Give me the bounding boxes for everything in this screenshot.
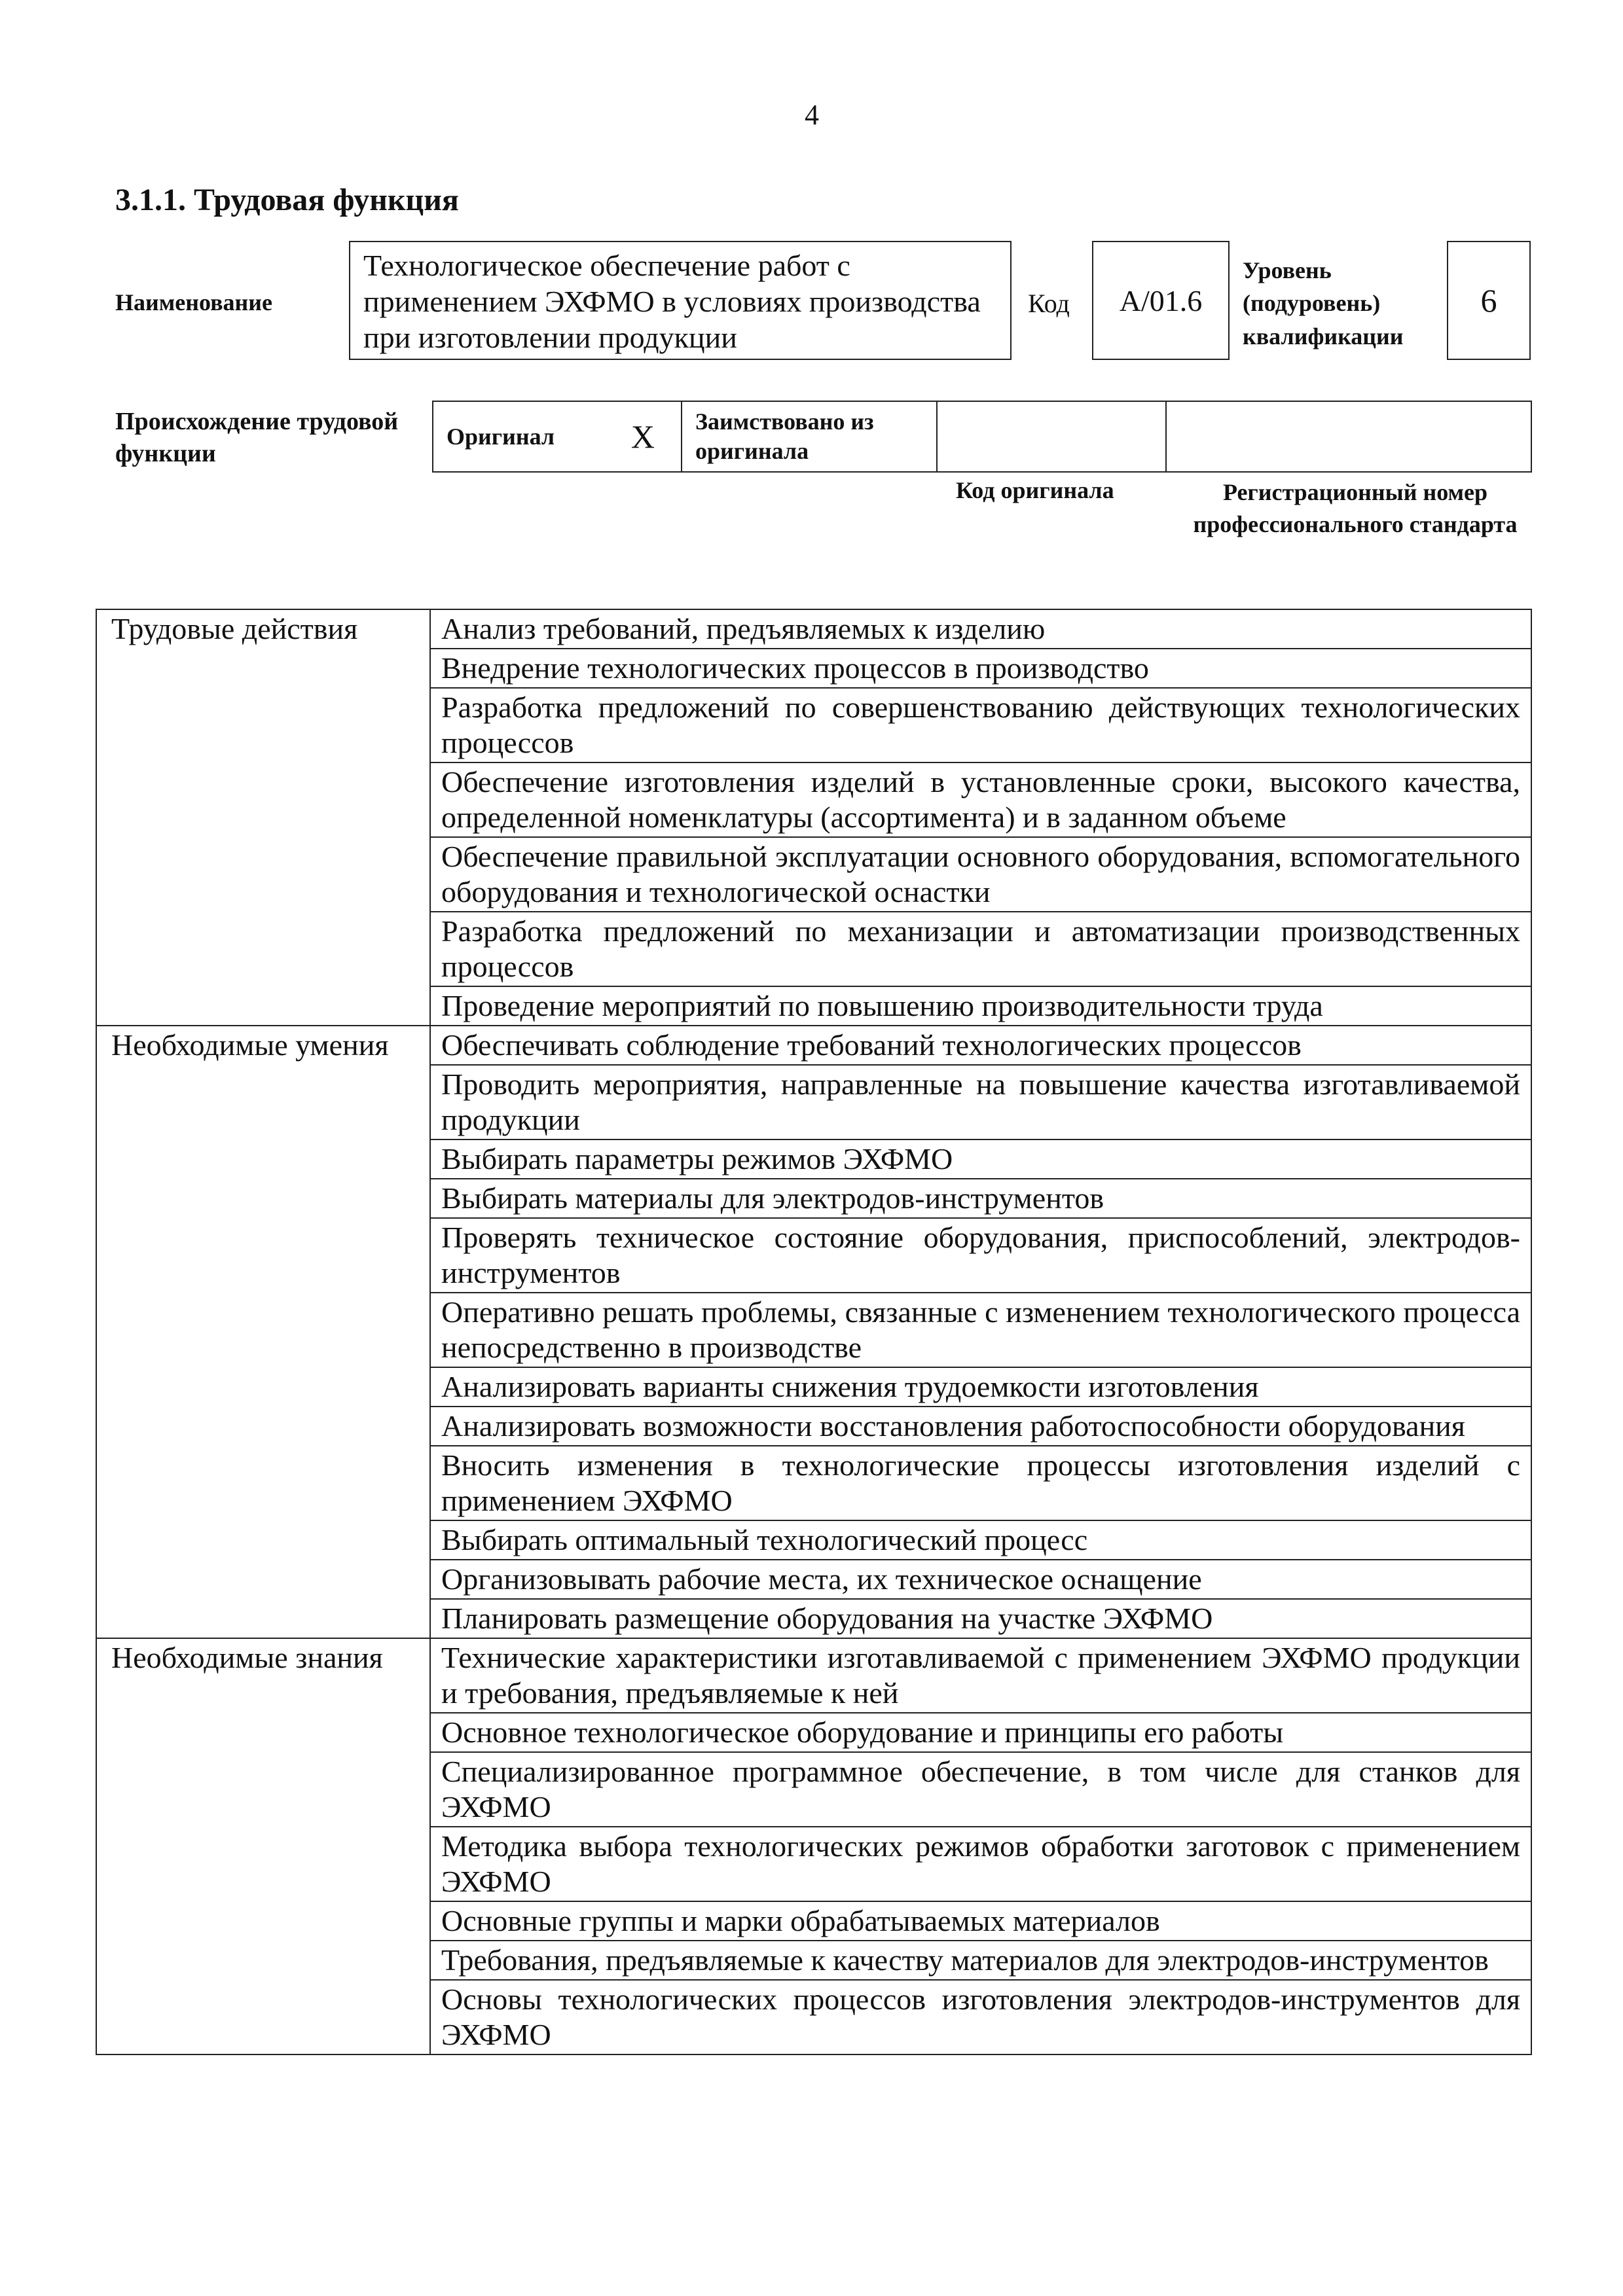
original-code-cell xyxy=(938,402,1167,471)
table-cell: Анализ требований, предъявляемых к изделию xyxy=(430,609,1531,649)
reg-number-caption: Регистрационный номер профессионального стандарта xyxy=(1193,479,1518,537)
table-row xyxy=(96,1026,1531,1065)
section-title: 3.1.1. Трудовая функция xyxy=(115,183,459,217)
actions-label: Трудовые действия xyxy=(96,609,430,1026)
knowledge-label: Необходимые знания xyxy=(96,1638,430,2054)
original-label: Оригинал xyxy=(447,423,555,450)
table-cell: Внедрение технологических процессов в производство xyxy=(430,649,1531,688)
page-number: 4 xyxy=(805,99,819,131)
table-cell: Выбирать параметры режимов ЭХФМО xyxy=(430,1139,1531,1179)
table-row xyxy=(96,1638,1531,1713)
table-cell: Планировать размещение оборудования на участке ЭХФМО xyxy=(430,1599,1531,1638)
table-cell: Вносить изменения в технологические процессы изготовления изделий с применением ЭХФМО xyxy=(430,1446,1531,1520)
table-cell: Выбирать материалы для электродов-инструментов xyxy=(430,1179,1531,1218)
table-cell: Анализировать возможности восстановления работоспособности оборудования xyxy=(430,1407,1531,1446)
table-cell: Разработка предложений по совершенствованию действующих технологических процессов xyxy=(430,688,1531,762)
table-cell: Основные группы и марки обрабатываемых материалов xyxy=(430,1901,1531,1941)
table-cell: Организовывать рабочие места, их техническое оснащение xyxy=(430,1560,1531,1599)
table-cell: Проводить мероприятия, направленные на повышение качества изготавливаемой продукции xyxy=(430,1065,1531,1139)
origin-row xyxy=(432,401,1532,473)
table-cell: Основы технологических процессов изготовления электродов-инструментов для ЭХФМО xyxy=(430,1980,1531,2054)
table-cell: Разработка предложений по механизации и автоматизации производственных процессов xyxy=(430,912,1531,986)
level-box: 6 xyxy=(1447,241,1531,360)
original-mark: X xyxy=(630,418,655,455)
table-cell: Обеспечивать соблюдение требований технологических процессов xyxy=(430,1026,1531,1065)
table-cell: Требования, предъявляемые к качеству материалов для электродов-инструментов xyxy=(430,1941,1531,1980)
table-row xyxy=(96,609,1531,649)
reg-number-cell xyxy=(1167,402,1531,471)
original-cell xyxy=(433,402,682,471)
table-cell: Проверять техническое состояние оборудования, приспособлений, электродов-инструментов xyxy=(430,1218,1531,1293)
code-original-caption: Код оригинала xyxy=(956,477,1114,503)
table-cell: Выбирать оптимальный технологический процесс xyxy=(430,1520,1531,1560)
table-cell: Методика выбора технологических режимов обработки заготовок с применением ЭХФМО xyxy=(430,1827,1531,1901)
function-name-box: Технологическое обеспечение работ с применением ЭХФМО в условиях производства при изготовлении продукции xyxy=(349,241,1012,360)
skills-label: Необходимые умения xyxy=(96,1026,430,1638)
level-label: Уровень (подуровень) квалификации xyxy=(1243,257,1404,350)
table-cell: Технические характеристики изготавливаемой с применением ЭХФМО продукции и требования, предъявляемые к ней xyxy=(430,1638,1531,1713)
table-cell: Основное технологическое оборудование и принципы его работы xyxy=(430,1713,1531,1752)
table-cell: Анализировать варианты снижения трудоемкости изготовления xyxy=(430,1367,1531,1407)
code-box: А/01.6 xyxy=(1092,241,1230,360)
code-label: Код xyxy=(1028,289,1070,318)
function-table xyxy=(96,609,1532,2055)
origin-label: Происхождение трудовой функции xyxy=(115,408,399,468)
table-cell: Оперативно решать проблемы, связанные с изменением технологического процесса непосредственно в производстве xyxy=(430,1293,1531,1367)
borrowed-cell: Заимствовано из оригинала xyxy=(682,402,938,471)
table-cell: Специализированное программное обеспечение, в том числе для станков для ЭХФМО xyxy=(430,1752,1531,1827)
table-cell: Обеспечение изготовления изделий в установленные сроки, высокого качества, определенной номенклатуры (ассортимента) и в заданном объеме xyxy=(430,762,1531,837)
name-label: Наименование xyxy=(115,289,272,315)
table-cell: Проведение мероприятий по повышению производительности труда xyxy=(430,986,1531,1026)
table-cell: Обеспечение правильной эксплуатации основного оборудования, вспомогательного оборудования и технологической оснастки xyxy=(430,837,1531,912)
